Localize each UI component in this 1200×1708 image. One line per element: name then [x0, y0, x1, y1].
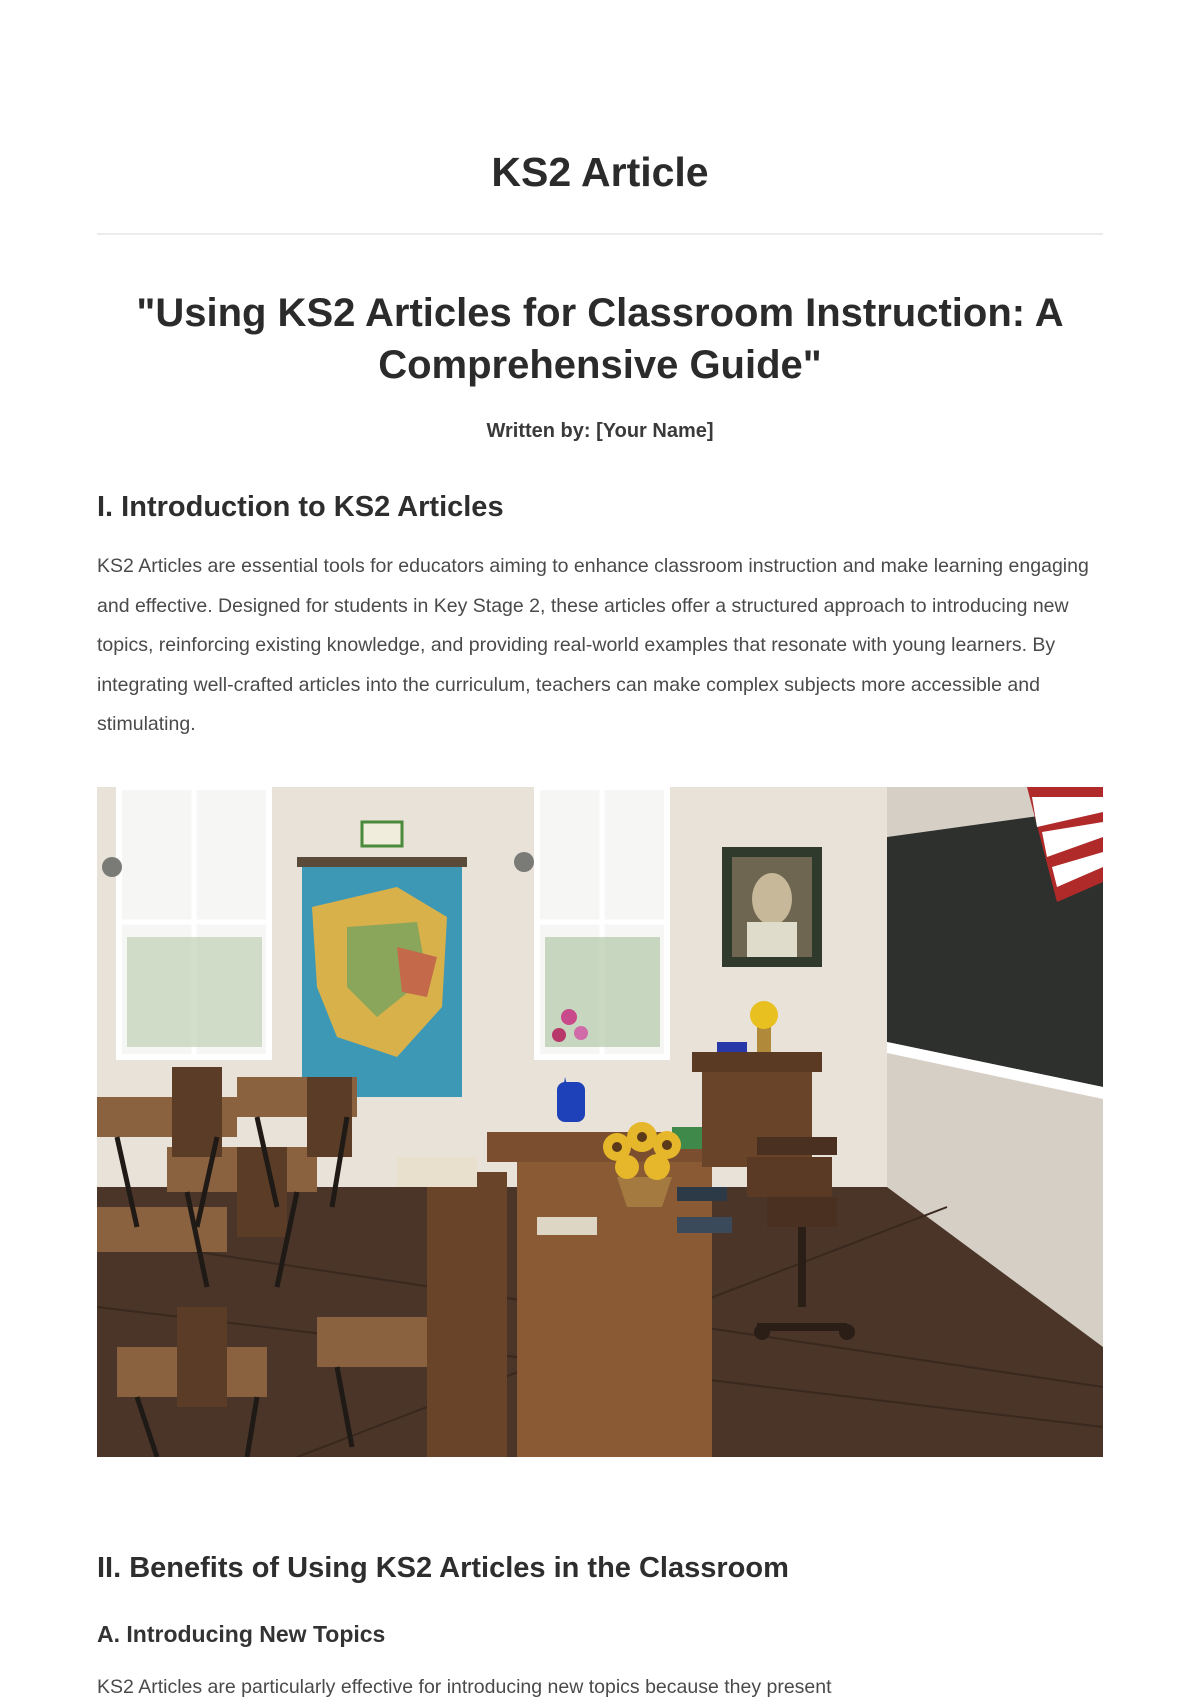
article-title [97, 287, 1103, 391]
introducing-new-topics-paragraph: KS2 Articles are particularly effective for introducing new topics because they present [97, 1676, 832, 1698]
article-byline: Written by: [Your Name] [486, 420, 714, 442]
document-header-title: KS2 Article [491, 149, 709, 195]
intro-paragraph: KS2 Articles are essential tools for educators aiming to enhance classroom instruction and make learning engaging and effective. Designed for students in Key Stage 2, these articles offer a structured approach to introducing new topics, reinforcing existing knowledge, and providing real-world examples that resonate with young learners. By integrating well-crafted articles into the curriculum, teachers can make complex subjects more accessible and stimulating. [97, 555, 1089, 735]
article-title-line1: "Using KS2 Articles for Classroom Instruction: A [136, 291, 1064, 335]
header-divider [97, 233, 1103, 235]
classroom-photo [97, 787, 1103, 1457]
intro-section-heading: I. Introduction to KS2 Articles [97, 491, 504, 523]
introducing-new-topics-subheading: A. Introducing New Topics [97, 1621, 386, 1647]
benefits-section-heading: II. Benefits of Using KS2 Articles in the Classroom [97, 1552, 789, 1584]
article-title-line2: Comprehensive Guide" [378, 343, 822, 387]
